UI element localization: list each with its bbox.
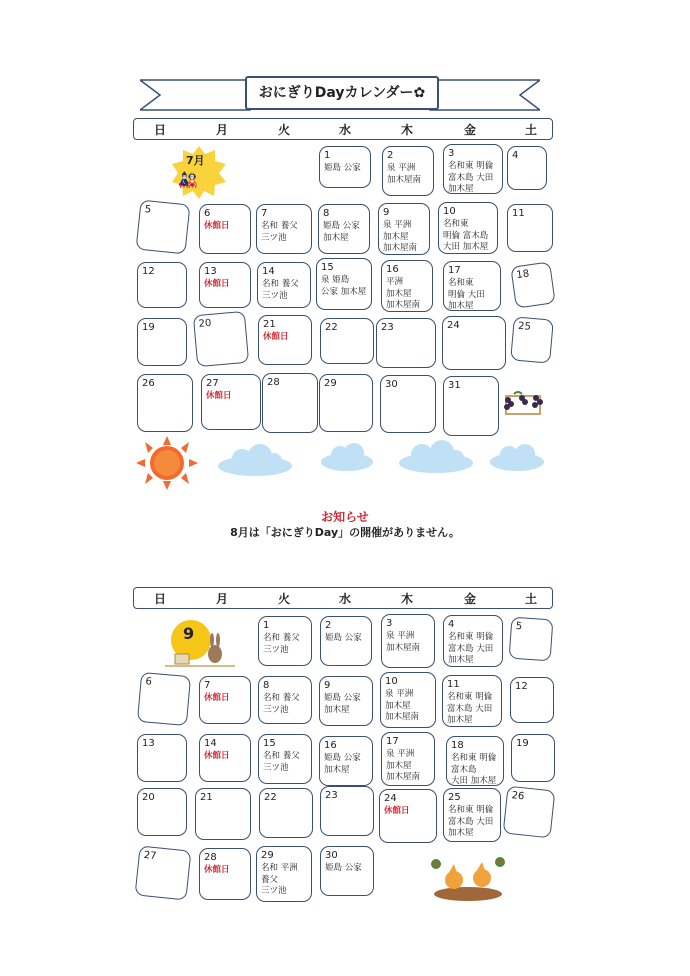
holiday-label: 休館日	[204, 865, 230, 875]
holiday-label: 休館日	[263, 332, 289, 342]
sept-day-1	[258, 616, 312, 666]
july-day-24	[442, 316, 506, 370]
day-schools: 名和東 明倫 富木島 大田 加木屋	[448, 632, 494, 665]
sun-icon	[136, 436, 198, 490]
weekday-header-july	[133, 118, 553, 140]
day-schools: 名和東 明倫 富木島 大田 加木屋	[447, 692, 493, 725]
july-day-12	[137, 262, 187, 308]
day-number: 15	[321, 262, 334, 273]
weekday-header-september	[133, 587, 553, 609]
day-number: 27	[143, 849, 157, 863]
day-number: 8	[263, 680, 270, 691]
weekday-sat: 土	[524, 592, 538, 606]
weekday-fri: 金	[463, 592, 477, 606]
cloud-icon	[216, 444, 294, 476]
july-month-label: 7月	[186, 154, 205, 167]
weekday-mon: 月	[215, 123, 229, 137]
day-number: 13	[204, 266, 217, 277]
day-number: 15	[263, 738, 276, 749]
day-number: 6	[144, 676, 153, 688]
day-number: 8	[323, 208, 330, 219]
cloud-icon	[320, 442, 374, 472]
day-number: 9	[324, 680, 331, 691]
day-number: 5	[515, 620, 523, 633]
july-day-14	[257, 262, 311, 308]
notice-title: お知らせ	[321, 510, 369, 524]
day-number: 11	[447, 679, 460, 690]
sept-day-29	[256, 846, 312, 902]
day-number: 11	[512, 208, 525, 219]
day-number: 12	[142, 266, 155, 277]
sept-day-19	[511, 734, 555, 782]
sept-day-13	[137, 734, 187, 782]
day-schools: 泉 平洲 加木屋 加木屋南	[386, 749, 421, 782]
day-number: 24	[384, 793, 397, 804]
day-schools: 泉 平洲 加木屋 加木屋南	[383, 220, 418, 253]
september-moon-rabbit-illustration	[165, 616, 235, 670]
sept-day-28	[199, 848, 251, 900]
july-day-30	[380, 375, 436, 433]
day-schools: 泉 平洲 加木屋 加木屋南	[385, 689, 420, 722]
day-schools: 名和 養父 三ツ池	[261, 221, 298, 243]
july-day-7	[256, 204, 312, 254]
day-schools: 泉 平洲 加木屋南	[387, 163, 422, 185]
day-number: 29	[261, 850, 274, 861]
weekday-wed: 水	[338, 123, 352, 137]
day-schools: 名和東 明倫 富木島 大田 加木屋	[451, 753, 497, 786]
july-day-16	[381, 260, 433, 312]
day-schools: 姫島 公家	[325, 633, 362, 643]
day-number: 17	[448, 265, 461, 276]
tanabata-kids-icon: 🎎	[178, 170, 198, 189]
day-number: 10	[443, 206, 456, 217]
day-number: 29	[324, 378, 337, 389]
day-number: 14	[204, 738, 217, 749]
page-title: おにぎりDayカレンダー✿	[245, 76, 439, 110]
day-number: 26	[142, 378, 155, 389]
sept-day-27	[135, 845, 192, 900]
july-day-2	[382, 146, 434, 196]
july-day-13	[199, 262, 251, 308]
day-schools: 名和 平洲 養父 三ツ池	[261, 863, 298, 896]
july-day-20	[193, 311, 249, 367]
sept-day-17	[381, 732, 435, 786]
day-number: 7	[261, 208, 268, 219]
day-number: 27	[206, 378, 219, 389]
sept-day-22	[259, 788, 313, 838]
day-number: 3	[386, 618, 393, 629]
day-schools: 名和東 明倫 富木島 大田 加木屋	[448, 805, 494, 838]
fox-acorn-illustration	[428, 854, 508, 902]
sept-day-26	[503, 786, 556, 839]
sept-day-21	[195, 788, 251, 840]
july-day-26	[137, 374, 193, 432]
sept-day-18	[446, 736, 504, 786]
july-day-28	[262, 373, 318, 433]
sept-day-2	[320, 616, 372, 666]
day-schools: 名和 養父 三ツ池	[263, 633, 300, 655]
day-schools: 名和 養父 三ツ池	[263, 751, 300, 773]
cloud-icon	[489, 442, 545, 472]
weekday-wed: 水	[338, 592, 352, 606]
day-number: 6	[204, 208, 211, 219]
july-day-1	[319, 146, 371, 188]
day-schools: 姫島 公家 加木屋	[324, 693, 361, 715]
day-number: 19	[516, 738, 529, 749]
july-day-6	[199, 204, 251, 254]
sept-day-3	[381, 614, 435, 668]
day-number: 1	[263, 620, 270, 631]
july-day-8	[318, 204, 370, 254]
july-day-3	[443, 144, 503, 194]
day-number: 22	[325, 322, 338, 333]
day-number: 26	[511, 790, 525, 803]
day-number: 12	[515, 681, 528, 692]
day-number: 16	[386, 264, 399, 275]
notice-body: 8月は「おにぎりDay」の開催がありません。	[230, 526, 460, 539]
weekday-tue: 火	[277, 123, 291, 137]
day-number: 16	[324, 740, 337, 751]
july-day-11	[507, 204, 553, 252]
day-number: 19	[142, 322, 155, 333]
sept-day-6	[137, 672, 191, 726]
weekday-tue: 火	[277, 592, 291, 606]
day-schools: 泉 姫島 公家 加木屋	[321, 275, 367, 297]
grape-frame-icon	[500, 388, 546, 420]
day-schools: 名和東 明倫 富木島 大田 加木屋	[443, 219, 489, 252]
sept-day-14	[199, 734, 251, 782]
holiday-label: 休館日	[204, 751, 230, 761]
july-day-22	[320, 318, 374, 364]
day-schools: 名和東 明倫 富木島 大田 加木屋	[448, 161, 494, 194]
sept-day-5	[509, 617, 554, 662]
day-number: 23	[381, 322, 394, 333]
holiday-label: 休館日	[204, 279, 230, 289]
holiday-label: 休館日	[384, 806, 410, 816]
july-day-5	[136, 200, 191, 255]
day-number: 18	[515, 268, 530, 282]
july-day-31	[443, 376, 499, 436]
day-number: 23	[325, 790, 338, 801]
day-number: 31	[448, 380, 461, 391]
sept-day-9	[319, 676, 373, 726]
sept-day-8	[258, 676, 312, 724]
sept-day-15	[258, 734, 312, 784]
day-number: 1	[324, 150, 331, 161]
day-number: 5	[144, 204, 152, 216]
sept-day-7	[199, 676, 251, 724]
weekday-thu: 木	[400, 123, 414, 137]
day-number: 25	[448, 792, 461, 803]
day-number: 3	[448, 148, 455, 159]
day-number: 7	[204, 680, 211, 691]
day-schools: 姫島 公家	[325, 863, 362, 873]
day-number: 13	[142, 738, 155, 749]
july-day-9	[378, 203, 430, 255]
day-number: 20	[198, 317, 212, 330]
day-schools: 平洲 加木屋 加木屋南	[386, 277, 421, 310]
sept-day-4	[443, 615, 503, 667]
july-day-4	[507, 146, 547, 190]
holiday-label: 休館日	[206, 391, 232, 401]
day-number: 22	[264, 792, 277, 803]
day-number: 17	[386, 736, 399, 747]
july-day-29	[319, 374, 373, 432]
sept-day-30	[320, 846, 374, 896]
day-number: 4	[512, 150, 519, 161]
day-number: 24	[447, 320, 460, 331]
sept-day-16	[319, 736, 373, 786]
sept-day-23	[320, 786, 374, 836]
day-number: 28	[267, 377, 280, 388]
july-day-23	[376, 318, 436, 368]
weekday-sun: 日	[153, 592, 167, 606]
day-number: 14	[262, 266, 275, 277]
day-number: 21	[200, 792, 213, 803]
september-month-label: 9	[183, 624, 195, 643]
day-schools: 姫島 公家 加木屋	[324, 753, 361, 775]
july-day-19	[137, 318, 187, 366]
day-number: 18	[451, 740, 464, 751]
weekday-mon: 月	[215, 592, 229, 606]
day-number: 9	[383, 207, 390, 218]
day-number: 30	[325, 850, 338, 861]
day-number: 21	[263, 319, 276, 330]
day-schools: 名和東 明倫 大田 加木屋	[448, 278, 485, 311]
day-number: 2	[387, 150, 394, 161]
day-schools: 名和 養父 三ツ池	[263, 693, 300, 715]
sept-day-11	[442, 675, 502, 727]
day-schools: 名和 養父 三ツ池	[262, 279, 299, 301]
sept-day-20	[137, 788, 187, 836]
weekday-sat: 土	[524, 123, 538, 137]
holiday-label: 休館日	[204, 693, 230, 703]
july-day-27	[201, 374, 261, 430]
day-schools: 姫島 公家	[324, 163, 361, 173]
sept-day-25	[443, 788, 501, 842]
july-day-10	[438, 202, 498, 254]
day-number: 20	[142, 792, 155, 803]
sept-day-24	[379, 789, 437, 843]
july-day-15	[316, 258, 372, 310]
day-number: 28	[204, 852, 217, 863]
july-day-25	[510, 316, 554, 363]
july-day-21	[258, 315, 312, 365]
holiday-label: 休館日	[204, 221, 230, 231]
sept-day-10	[380, 672, 436, 728]
day-schools: 泉 平洲 加木屋南	[386, 631, 421, 653]
weekday-sun: 日	[153, 123, 167, 137]
day-number: 10	[385, 676, 398, 687]
day-schools: 姫島 公家 加木屋	[323, 221, 360, 243]
weekday-thu: 木	[400, 592, 414, 606]
weekday-fri: 金	[463, 123, 477, 137]
day-number: 4	[448, 619, 455, 630]
sept-day-12	[510, 677, 554, 723]
july-day-17	[443, 261, 501, 311]
day-number: 2	[325, 620, 332, 631]
july-day-18	[510, 261, 555, 308]
day-number: 25	[517, 320, 532, 333]
day-number: 30	[385, 379, 398, 390]
cloud-icon	[398, 440, 474, 474]
